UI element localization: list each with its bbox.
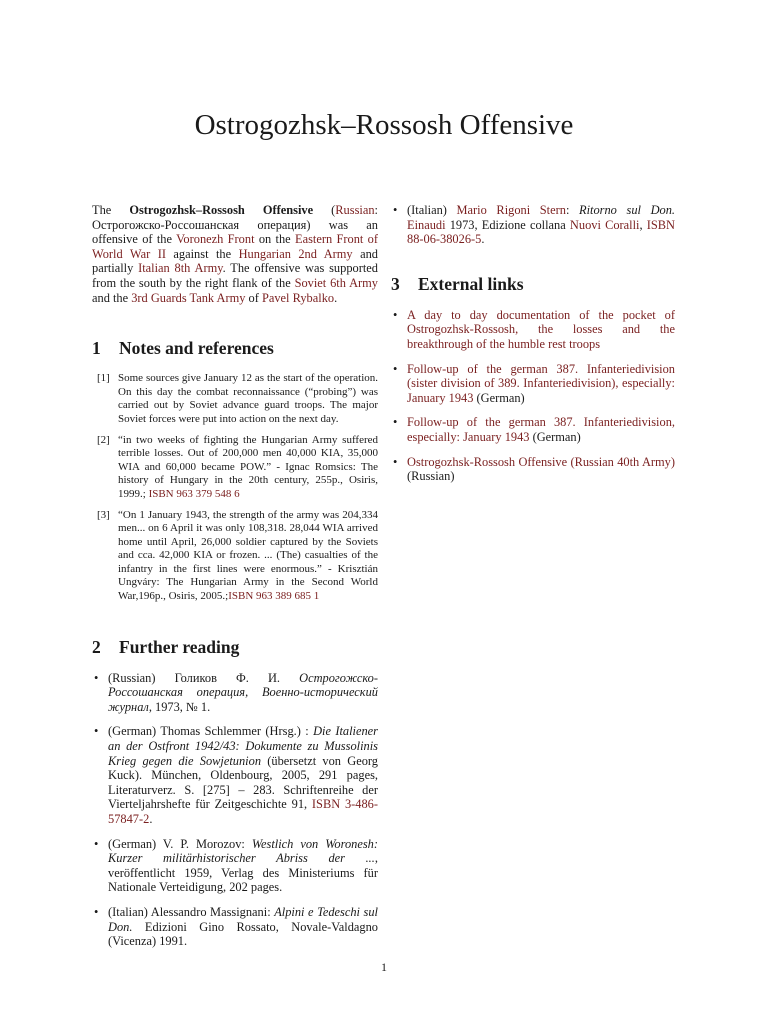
text-run: , 1973, № 1. (148, 699, 211, 714)
section-heading-notes (92, 338, 378, 358)
inline-link[interactable]: ISBN 88-06-38026-5 (407, 217, 675, 247)
external-links-list (391, 308, 675, 484)
text-run: of (245, 290, 262, 305)
text-run: and partially (92, 246, 378, 276)
list-item (391, 455, 675, 484)
reference-number: [3] (97, 508, 110, 521)
text-run: : Острогожско-Россошанская операция) was an offensive of the (92, 203, 378, 247)
text-run: (German) (473, 390, 525, 405)
inline-link[interactable]: ISBN 3-486-57847-2 (108, 797, 378, 826)
text-run: 1973, Edizione collana (445, 217, 570, 232)
text-run: : (565, 203, 580, 217)
reference-item (92, 434, 378, 502)
bullet-icon: • (393, 454, 398, 469)
text-run: (Italian) (407, 203, 457, 217)
text-run: . The offensive was supported from the south by the right flank of the (92, 261, 378, 290)
inline-link[interactable]: Voronezh Front (176, 232, 255, 247)
inline-link[interactable]: ISBN 963 379 548 6 (148, 487, 240, 500)
text-run: . (334, 290, 338, 305)
list-item (92, 837, 378, 895)
page-title: Ostrogozhsk–Rossosh Offensive (194, 109, 574, 141)
text-run: against the (165, 246, 239, 261)
inline-link[interactable]: A day to day documentation of the pocket of Ostrogozhsk-Rossosh, the losses and the breakthrough of the humble rest troops (407, 307, 675, 351)
italic-text: Westlich von Woronesh: Kurzer militärhistorischer Abriss der ... (108, 836, 378, 866)
right-column (391, 203, 675, 494)
section-heading-further-reading (92, 637, 378, 657)
inline-link[interactable]: Italian 8th Army (138, 261, 223, 276)
inline-link[interactable]: Einaudi (407, 217, 446, 232)
section-title: Notes and references (119, 338, 274, 359)
inline-link[interactable]: Pavel Rybalko (261, 290, 335, 305)
text-run: (Russian) (407, 469, 455, 484)
page-number: 1 (381, 960, 387, 974)
italic-text: Острогожско-Россошанская операция, Военно-исторический журнал (108, 670, 378, 714)
italic-text: Die Italiener an der Ostfront 1942/43: Dokumente zu Mussolinis Krieg gegen die Sowjetunion (108, 724, 378, 768)
inline-link[interactable]: Nuovi Coralli (569, 217, 640, 232)
text-run: (German) V. P. Morozov: (108, 836, 252, 851)
reference-item (92, 372, 378, 426)
text-run: . (149, 812, 153, 826)
list-item (391, 308, 675, 352)
text-run: , (639, 217, 647, 232)
bullet-icon: • (94, 724, 99, 739)
inline-link[interactable]: Ostrogozhsk-Rossosh Offensive (Russian 40th Army) (407, 454, 675, 469)
text-run: The (92, 203, 130, 217)
text-run: (German) Thomas Schlemmer (Hrsg.) : (108, 724, 314, 739)
text-run: on the (254, 232, 296, 247)
text-run: “in two weeks of fighting the Hungarian Army suffered terrible losses. Out of 200,000 men 40,000 KIA, 35,000 WIA and 60,000 became POW.” - Ignac Romsics: The history of Hungary in the 20th century, 255p., Osiris, 1999.; (118, 433, 378, 500)
bullet-icon: • (94, 836, 99, 851)
further-reading-list-continued (391, 203, 675, 247)
text-run: (German) (529, 429, 581, 444)
inline-link[interactable]: Eastern Front of World War II (92, 232, 378, 261)
italic-text: Alpini e Tedeschi sul Don. (108, 904, 378, 934)
list-item (391, 203, 675, 247)
inline-link[interactable]: Mario Rigoni Stern (456, 203, 566, 217)
bullet-icon: • (393, 361, 398, 376)
section-title: External links (418, 273, 524, 294)
reference-number: [1] (97, 372, 110, 385)
inline-link[interactable]: Follow-up of the german 387. Infanteriedivision (sister division of 389. Infanteriedivision), especially: January 1943 (407, 361, 675, 405)
bullet-icon: • (393, 307, 398, 322)
section-number: 1 (92, 338, 101, 359)
inline-link[interactable]: Russian (335, 203, 375, 217)
section-title: Further reading (119, 636, 240, 657)
inline-link[interactable]: 3rd Guards Tank Army (131, 290, 246, 305)
text-run: Some sources give January 12 as the start of the operation. On this day the combat reconnaissance (“probing”) was carried out by Soviet advance guard troops. The major Soviet forces were put into action on the next day. (118, 372, 378, 425)
reference-number: [2] (97, 433, 110, 446)
list-item (391, 362, 675, 406)
inline-link[interactable]: Hungarian 2nd Army (238, 246, 353, 261)
text-run: (übersetzt von Georg Kuck). München, Oldenbourg, 2005, 291 pages, Literaturverz. S. [275] – 283. Schriftenreihe der Vierteljahrshefte für Zeitgeschichte 91, (108, 753, 378, 812)
text-run: (Russian) Голиков Ф. И. (108, 670, 300, 685)
text-run: “On 1 January 1943, the strength of the army was 204,334 men... on 6 April it was only 108,318. 28,044 WIA arrived home until April, 26,000 soldier captured by the Soviets and cca. 42,000 KIA or frozen. ... (The) casualties of the infantry in the first lines were enormous.” - Krisztián Ungváry: The Hungarian Army in the Second World War,196p., Osiris, 2005.; (118, 508, 378, 603)
section-number: 2 (92, 636, 101, 657)
inline-link[interactable]: Soviet 6th Army (294, 275, 378, 290)
text-run: and the (92, 290, 132, 305)
bullet-icon: • (393, 415, 398, 430)
text-run: , veröffentlicht 1959, Verlag des Ministeriums für Nationale Verteidigung, 202 pages. (108, 851, 378, 895)
list-item (92, 671, 378, 715)
list-item (391, 415, 675, 444)
section-number: 3 (391, 273, 400, 294)
italic-text: Ritorno sul Don. (579, 203, 676, 217)
inline-link[interactable]: Follow-up of the german 387. Infanteriedivision, especially: January 1943 (407, 415, 675, 444)
list-item (92, 905, 378, 949)
bullet-icon: • (94, 904, 99, 919)
inline-link[interactable]: ISBN 963 389 685 1 (228, 590, 320, 603)
left-column (92, 203, 378, 959)
bullet-icon: • (393, 203, 398, 217)
section-heading-external-links (391, 274, 675, 294)
text-run: ( (313, 203, 336, 217)
bullet-icon: • (94, 670, 99, 685)
text-run: (Italian) Alessandro Massignani: (108, 904, 275, 919)
lead-paragraph (92, 203, 378, 305)
bold-text: Ostrogozhsk–Rossosh Offensive (129, 203, 314, 217)
text-run: Edizioni Gino Rossato, Novale-Valdagno (Vicenza) 1991. (108, 919, 378, 949)
reference-item (92, 509, 378, 604)
further-reading-list (92, 671, 378, 949)
list-item (92, 724, 378, 826)
text-run: . (481, 232, 485, 247)
references-list (92, 372, 378, 604)
